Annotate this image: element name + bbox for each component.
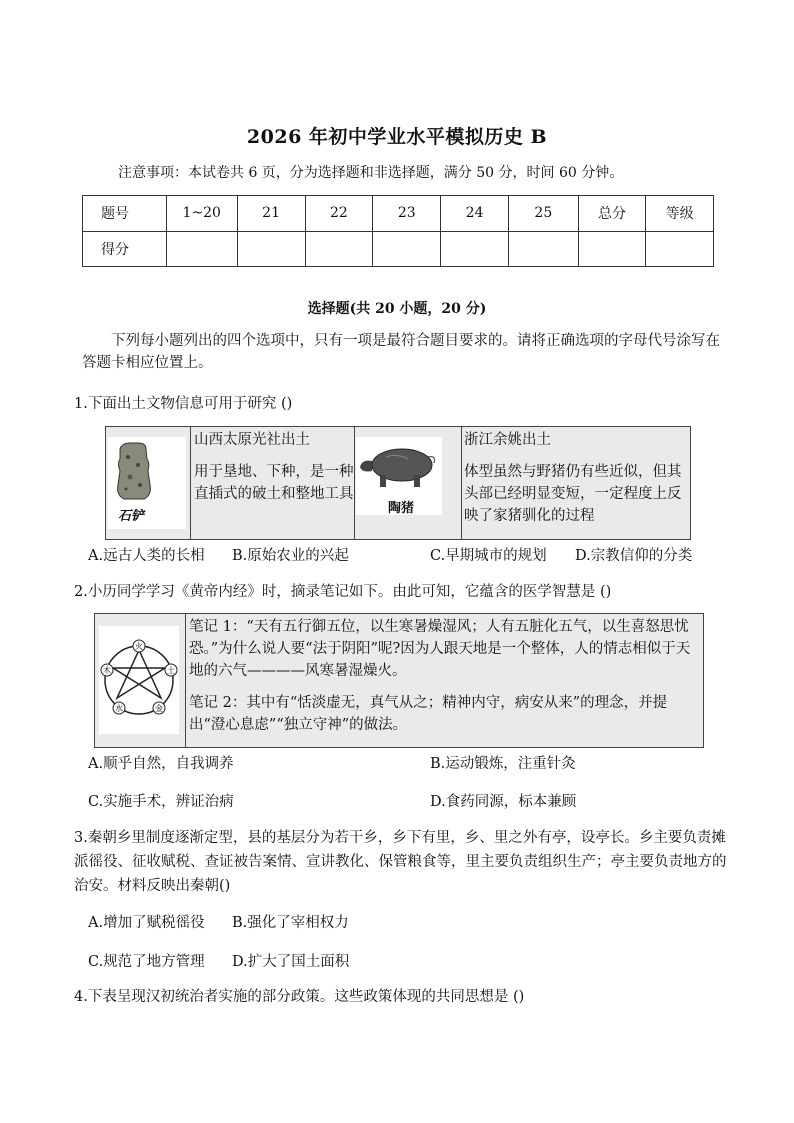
wuxing-label: 土 [167,666,175,675]
page-title: 2026 年初中学业水平模拟历史 B [246,126,548,148]
q2-option-d: D.食药同源，标本兼顾 [430,794,577,810]
score-blank-cell [508,231,578,267]
q3-option-c: C.规范了地方管理 [88,954,205,970]
wuxing-label: 木 [103,666,111,675]
wuxing-label: 水 [115,704,123,713]
wuxing-label: 金 [155,704,163,713]
score-cell: 25 [508,196,578,232]
q2-option-c: C.实施手术，辨证治病 [88,794,234,810]
score-cell: 21 [237,196,305,232]
q1-option-c: C.早期城市的规划 [430,548,547,564]
q2-option-a: A.顺乎自然，自我调养 [88,756,234,772]
score-cell: 得分 [83,231,167,267]
score-blank-cell [166,231,237,267]
q3-option-d: D.扩大了国土面积 [232,954,350,970]
q1-right-title: 浙江余姚出土 [464,432,551,448]
question-1-stem: 1.下面出土文物信息可用于研究 () [74,396,293,412]
score-cell: 24 [441,196,509,232]
q2-notes-box [94,613,704,748]
q1-option-b: B.原始农业的兴起 [232,548,349,564]
score-cell: 题号 [83,196,167,232]
pottery-pig-image [356,437,442,515]
question-3-stem: 3.秦朝乡里制度逐渐定型，县的基层分为若干乡，乡下有里，乡、里之外有亭，设亭长。乡主要负责摊派徭役、征收赋税、查证被告案情、宣讲教化、保管粮食等，里主要负责组织生产；亭主要负责地方的治安。材料反映出秦朝() [74,830,727,894]
score-cell: 总分 [578,196,646,232]
q1-right-desc: 体型虽然与野猪仍有些近似，但其头部已经明显变短，一定程度上反映了家猪驯化的过程 [464,464,682,524]
exam-notice: 注意事项：本试卷共 6 页，分为选择题和非选择题，满分 50 分，时间 60 分钟。 [118,165,624,181]
stone-shovel-caption: 石铲 [118,509,145,524]
wuxing-label: 火 [135,642,143,651]
question-2-stem: 2.小历同学学习《黄帝内经》时，摘录笔记如下。由此可知，它蕴含的医学智慧是 () [74,584,612,600]
score-blank-cell [441,231,509,267]
instructions: 下列每小题列出的四个选项中，只有一项是最符合题目要求的。请将正确选项的字母代号涂写在答题卡相应位置上。 [82,333,720,371]
q1-artifact-table [105,426,691,540]
score-table-score-row [83,231,714,267]
score-blank-cell [646,231,714,267]
q2-option-b: B.运动锻炼，注重针灸 [430,756,576,772]
q2-note-2: 笔记 2：其中有“恬淡虚无，真气从之；精神内守，病安从来”的理念，并提出“澄心息虑”“独立守神”的做法。 [189,695,668,733]
score-blank-cell [373,231,441,267]
q1-option-a: A.远古人类的长相 [88,548,205,564]
wuxing-diagram [99,626,179,734]
section-title: 选择题(共 20 小题，20 分) [307,301,487,317]
q3-option-b: B.强化了宰相权力 [232,915,349,931]
q3-option-a: A.增加了赋税徭役 [88,915,205,931]
question-4-stem: 4.下表呈现汉初统治者实施的部分政策。这些政策体现的共同思想是 () [74,989,525,1005]
score-cell: 23 [373,196,441,232]
score-cell: 1~20 [166,196,237,232]
score-blank-cell [237,231,305,267]
q1-option-d: D.宗教信仰的分类 [575,548,693,564]
score-table-header-row [83,196,714,232]
stone-shovel-image [108,437,186,529]
score-cell: 22 [305,196,373,232]
q1-left-title: 山西太原光社出土 [194,432,310,448]
pottery-pig-caption: 陶猪 [388,501,415,516]
score-blank-cell [305,231,373,267]
score-table [82,195,714,267]
q1-left-desc: 用于垦地、下种，是一种直插式的破土和整地工具 [194,464,354,502]
score-blank-cell [578,231,646,267]
q2-note-1: 笔记 1：“天有五行御五位，以生寒暑燥湿风；人有五脏化五气，以生喜怒思忧恐。”为什么说人要“法于阴阳”呢?因为人跟天地是一个整体，人的情志相似于天地的六气————风寒暑湿燥火。 [189,619,691,679]
score-cell: 等级 [646,196,714,232]
